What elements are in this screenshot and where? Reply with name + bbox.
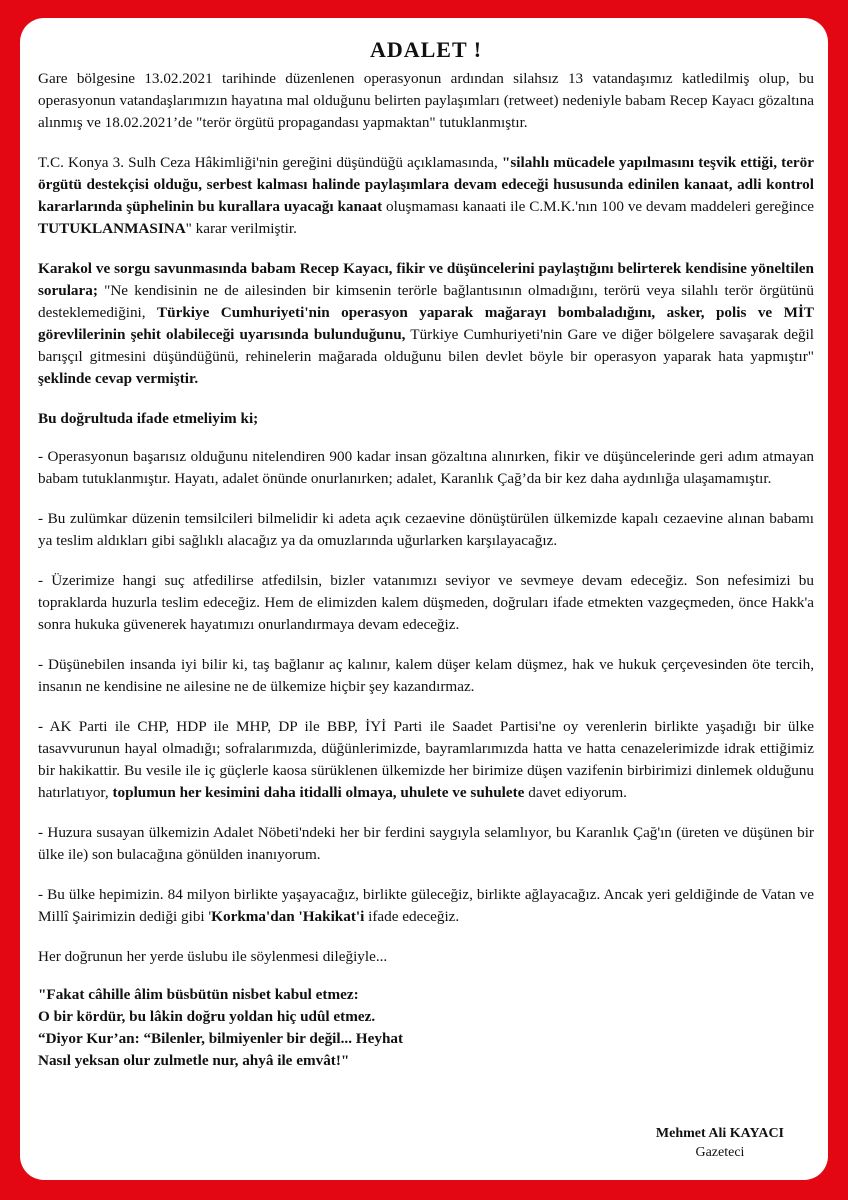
poem-line: "Fakat câhille âlim büsbütün nisbet kabul etmez: [38, 986, 359, 1003]
paragraph-statement-heading: Bu doğrultuda ifade etmeliyim ki; [38, 410, 259, 427]
paragraph-country: - Bu ülke hepimizin. 84 milyon birlikte yaşayacağız, birlikte güleceğiz, birlikte ağlayacağız. Ancak yeri geldiğinde de Vatan ve Millî Şairimizin dediği gibi 'Korkma'dan 'Hakikat'i ifade edeceğiz. [38, 886, 814, 925]
document-title: ADALET ! [369, 37, 483, 62]
paragraph-homeland: - Üzerimize hangi suç atfedilirse atfedilsin, bizler vatanımızı seviyor ve sevmeye devam edeceğiz. Son nefesimizi bu topraklarda huzurla teslim edeceğiz. Hem de elimizden kalem düşmeden, doğruları ifade etmekten vazgeçmeden, önce Hakk'a sonra hukuka güvenerek hayatımızı onurlandırmaya devam edeceğiz. [38, 572, 814, 633]
paragraph-intro: Gare bölgesine 13.02.2021 tarihinde düzenlenen operasyonun ardından silahsız 13 vatandaşımız katledilmiş olup, bu operasyonun vatandaşlarımızın hayatına mal olduğunu belirten paylaşımları (retweet) nedeniyle babam Recep Kayacı gözaltına alınmış ve 18.02.2021’de "terör örgütü propagandası yapmaktan" tutuklanmıştır. [38, 70, 814, 131]
poem-line: O bir kördür, bu lâkin doğru yoldan hiç udûl etmez. [38, 1008, 376, 1025]
document-card [20, 18, 828, 1180]
signature-name: Mehmet Ali KAYACI [655, 1126, 784, 1141]
paragraph-oppression: - Bu zulümkar düzenin temsilcileri bilmelidir ki adeta açık cezaevine dönüştürülen ülkemizde kapalı cezaevine alınan babamı ya teslim aldıkları gibi sağlıklı alacağız ya da omuzlarında uğurlarken karşılayacağız. [38, 510, 814, 549]
paragraph-defense: Karakol ve sorgu savunmasında babam Recep Kayacı, fikir ve düşüncelerini paylaştığını belirterek kendisine yöneltilen sorulara; "Ne kendisinin ne de ailesinden bir kimsenin terörle bağlantısının olmadığını, terörü veya silahlı terör örgütünü desteklemediğini, Türkiye Cumhuriyeti'nin operasyon yaparak mağarayı bombaladığını, asker, polis ve MİT görevlilerinin şehit olabileceği uyarısında bulunduğunu, Türkiye Cumhuriyeti'nin Gare ve diğer bölgelere savaşarak değil barışçıl gitmesini düşündüğünü, rehinelerin mağarada olduğunu bilen devlet böyle bir operasyon yaparak hata yapmıştır" şeklinde cevap vermiştir. [38, 260, 814, 387]
paragraph-unity: - AK Parti ile CHP, HDP ile MHP, DP ile BBP, İYİ Parti ile Saadet Partisi'ne oy verenlerin birlikte yaşadığı bir ülke tasavvurunun hayal olmadığı; sofralarımızda, düğünlerimizde, bayramlarımızda hatta ve hatta cenazelerimizde idrak ettiğimiz bir hakikattir. Bu vesile ile iç güçlerle kaosa sürüklenen ülkemizde her birimize düşen vazifenin birbirimizi dinlemek olduğunu hatırlatıyor, toplumun her kesimini daha itidalli olmaya, uhulete ve suhulete davet ediyorum. [38, 718, 814, 801]
paragraph-thinking: - Düşünebilen insanda iyi bilir ki, taş bağlanır aç kalınır, kalem düşer kelam düşmez, hak ve hukuk çerçevesinden öte tercih, insanın ne kendisine ne ailesine ne de ülkemize hiçbir şey kazandırmaz. [38, 656, 814, 695]
signature-role: Gazeteci [695, 1145, 745, 1160]
paragraph-closing: Her doğrunun her yerde üslubu ile söylenmesi dileğiyle... [38, 948, 388, 965]
poem-quote [38, 984, 814, 1072]
poem-line: “Diyor Kur’an: “Bilenler, bilmiyenler bir değil... Heyhat [38, 1030, 404, 1047]
poem-line: Nasıl yeksan olur zulmetle nur, ahyâ ile emvât!" [38, 1052, 350, 1069]
paragraph-court-decision: T.C. Konya 3. Sulh Ceza Hâkimliği'nin gereğini düşündüğü açıklamasında, "silahlı mücadele yapılmasını teşvik ettiği, terör örgütü destekçisi olduğu, serbest kalması halinde paylaşımlara devam edeceği hususunda edinilen kanaat, adli kontrol kararlarında şüphelinin bu kurallara uyacağı kanaat oluşmaması kanaati ile C.M.K.'nın 100 ve devam maddeleri gereğince TUTUKLANMASINA" karar verilmiştir. [38, 154, 815, 237]
signature [656, 1124, 784, 1162]
paragraph-operation: - Operasyonun başarısız olduğunu nitelendiren 900 kadar insan gözaltına alınırken, fikir ve düşüncelerinde geri adım atmayan babam tutuklanmıştır. Hayatı, adalet önünde onurlanırken; adalet, Karanlık Çağ’da bir kez daha aydınlığa ulaşamamıştır. [38, 448, 814, 487]
paragraph-justice-watch: - Huzura susayan ülkemizin Adalet Nöbeti'ndeki her bir ferdini saygıyla selamlıyor, bu Karanlık Çağ'ın (üreten ve düşünen bir ülke ile) son bulacağına gönülden inanıyorum. [38, 824, 814, 863]
